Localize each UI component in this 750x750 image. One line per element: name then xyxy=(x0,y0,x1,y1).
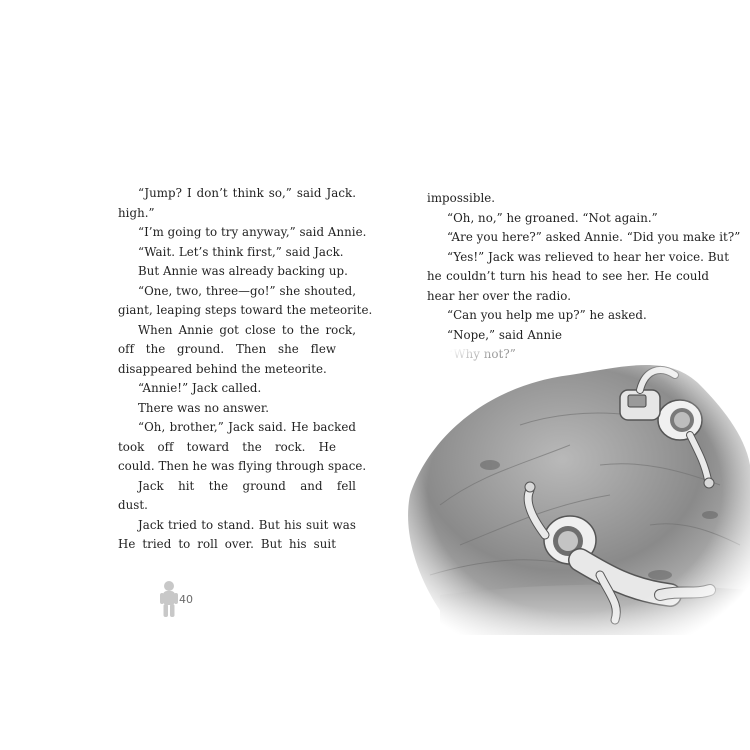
left-page-text xyxy=(118,184,373,555)
text-line: He tried to roll over. But his suit xyxy=(118,537,336,551)
text-line: “Nope,” said Annie xyxy=(447,327,563,342)
page-number: 40 xyxy=(179,593,193,606)
text-line: “Oh, brother,” Jack said. He backed xyxy=(138,420,356,434)
text-line: he couldn’t turn his head to see her. He could xyxy=(427,269,709,283)
text-line: But Annie was already backing up. xyxy=(138,264,348,278)
astronauts-illustration xyxy=(400,345,750,635)
text-line: could. Then he was flying through space. xyxy=(118,459,367,473)
text-line: giant, leaping steps toward the meteorite. xyxy=(118,303,373,317)
page-number-block xyxy=(159,580,199,620)
text-line: “Are you here?” asked Annie. “Did you make it?” xyxy=(447,230,741,244)
text-line: disappeared behind the meteorite. xyxy=(118,361,327,376)
text-line: impossible. xyxy=(427,191,496,205)
text-line: “Oh, no,” he groaned. “Not again.” xyxy=(447,210,658,225)
text-line: Jack tried to stand. But his suit was xyxy=(138,517,356,532)
text-line: “I’m going to try anyway,” said Annie. xyxy=(138,225,367,239)
text-line: Jack hit the ground and fell xyxy=(138,478,356,493)
astronaut-silhouette-icon xyxy=(159,580,179,620)
text-line: “Wait. Let’s think first,” said Jack. xyxy=(138,244,344,259)
text-line: off the ground. Then she flew xyxy=(118,342,336,356)
text-line: When Annie got close to the rock, xyxy=(138,322,356,337)
text-line: took off toward the rock. He xyxy=(118,439,336,454)
right-page-text xyxy=(427,189,741,365)
text-line: There was no answer. xyxy=(138,400,270,415)
text-line: high.” xyxy=(118,205,155,220)
text-line: dust. xyxy=(118,498,148,512)
text-line: “Yes!” Jack was relieved to hear her voice. But xyxy=(447,249,729,264)
text-line: “Annie!” Jack called. xyxy=(138,381,262,395)
text-line: “One, two, three—go!” she shouted, xyxy=(138,283,356,298)
text-line: “Jump? I don’t think so,” said Jack. xyxy=(138,186,356,200)
text-line: hear her over the radio. xyxy=(427,288,572,303)
text-line: “Can you help me up?” he asked. xyxy=(447,308,647,322)
